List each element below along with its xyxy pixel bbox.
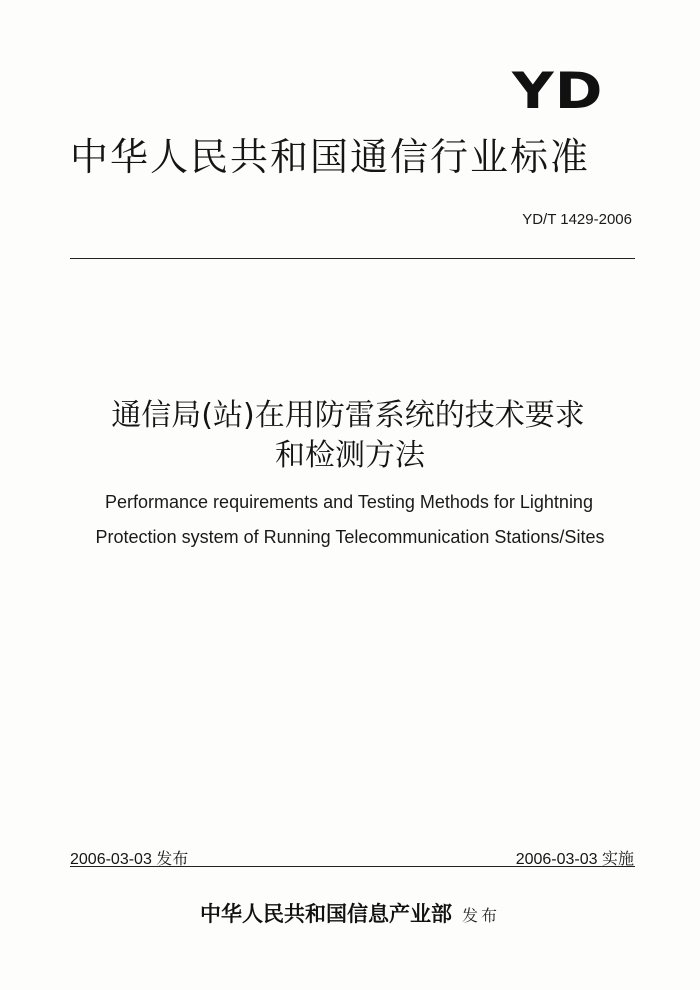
- document-title-en-line1: Performance requirements and Testing Methods for Lightning: [105, 492, 593, 512]
- publisher-line: [0, 898, 700, 928]
- standard-organization-title: 中华人民共和国通信行业标准: [70, 135, 591, 179]
- publisher-name: 中华人民共和国信息产业部: [199, 901, 452, 926]
- document-title-cn-line1: 通信局(站)在用防雷系统的技术要求: [111, 398, 585, 433]
- document-title-cn-line2: 和检测方法: [275, 438, 425, 473]
- footer-divider: [70, 866, 635, 867]
- publish-label: 发布: [461, 906, 500, 925]
- implementation-date: 2006-03-03 实施: [515, 851, 634, 868]
- standard-code: YD/T 1429-2006: [522, 211, 632, 228]
- header-divider: [70, 258, 635, 259]
- document-title-en-line2: Protection system of Running Telecommunication Stations/Sites: [95, 527, 605, 547]
- yd-logo: YD: [512, 62, 604, 120]
- issue-date: 2006-03-03 发布: [70, 851, 189, 868]
